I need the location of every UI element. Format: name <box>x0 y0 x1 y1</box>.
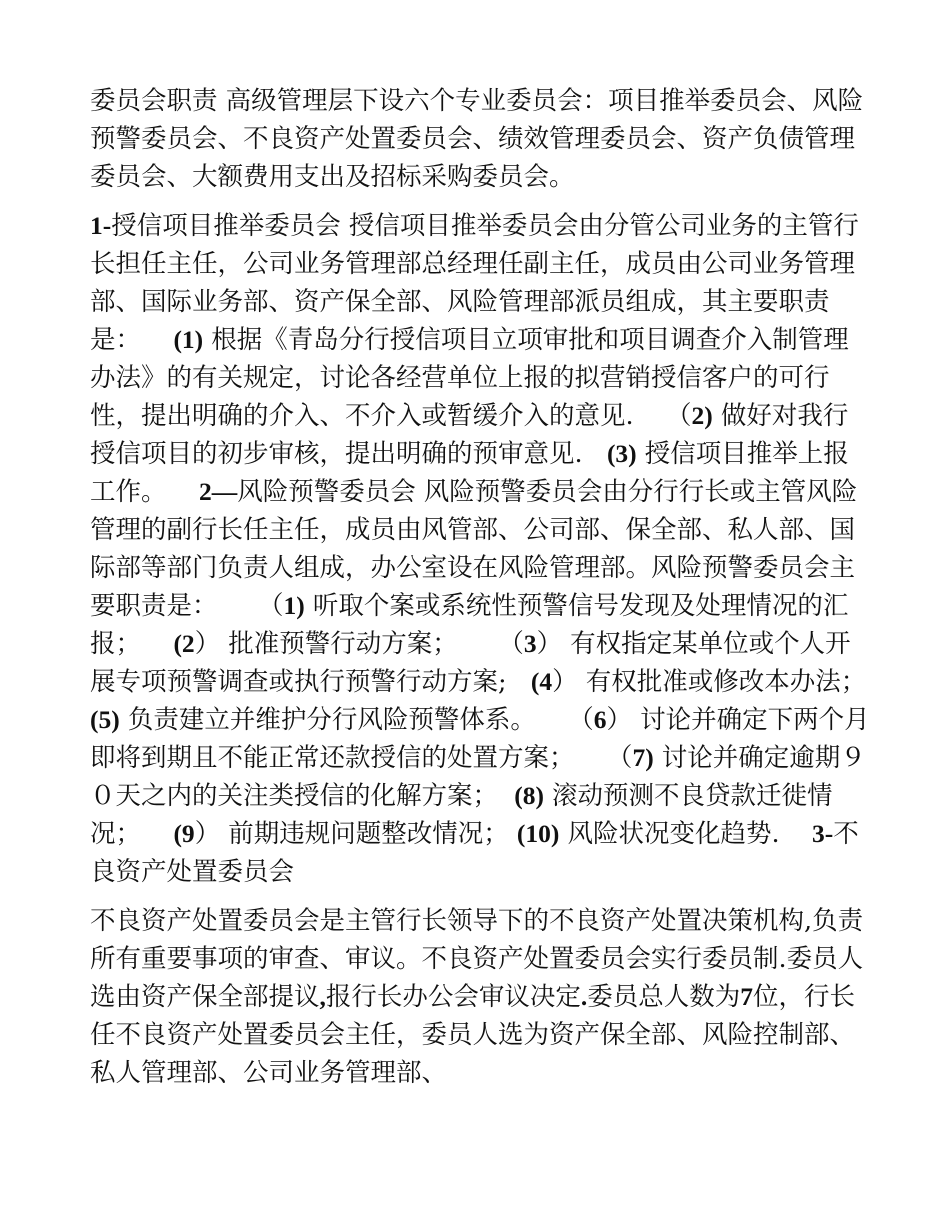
text-run: ） 讨论并确定下两个月即将到期且不能正常还款授信的处置方案； （ <box>90 705 870 773</box>
bold-text-run: (3) <box>606 439 637 468</box>
bold-text-run: 7 <box>740 982 754 1011</box>
text-run: ） 有权指定某单位或个人开展专项预警调查或执行预警行动方案; <box>90 629 851 697</box>
text-run: 风险预警委员会 风险预警委员会由分行行长或主管风险管理的副行长任主任，成员由风管部、公司部、保全部、私人部、国际部等部门负责人组成，办公室设在风险管理部。风险预警委员会主要职责是： （ <box>90 477 858 621</box>
text-run: 根据《青岛分行授信项目立项审批和项目调查介入制管理办法》的有关规定，讨论各经营单位上报的拟营销授信客户的可行性，提出明确的介入、不介入或暂缓介入的意见. （ <box>90 325 849 431</box>
text-run: ） 有权批准或修改本办法； <box>552 667 899 697</box>
text-run: 风险状况变化趋势. <box>559 819 813 849</box>
text-run: ） 前期违规问题整改情况； <box>194 819 517 849</box>
text-run: ） 批准预警行动方案； （ <box>194 629 524 659</box>
text-run: 委员总人数为 <box>587 982 741 1012</box>
bold-text-run: 1) <box>283 591 305 620</box>
bold-text-run: (9 <box>173 819 195 848</box>
paragraph <box>90 902 870 1092</box>
bold-text-run: . <box>580 982 588 1011</box>
bold-text-run: , <box>319 982 326 1011</box>
text-run: 授信项目推举委员会 授信项目推举委员会由分管公司业务的主管行长担任主任，公司业务管理部总经理任副主任，成员由公司业务管理部、国际业务部、资产保全部、风险管理部派员组成，其主要职责是： <box>90 211 859 355</box>
bold-text-run: 2— <box>198 477 238 506</box>
text-run: 不良资产处置委员会 <box>90 819 859 887</box>
document-page <box>90 82 899 1103</box>
text-run: 讨论并确定逾期９０天之内的关注类授信的化解方案； <box>90 743 866 811</box>
bold-text-run: 3- <box>812 819 834 848</box>
text-run: 授信项目推举上报工作。 <box>90 439 849 507</box>
bold-text-run: (2 <box>173 629 195 658</box>
bold-text-run: (4 <box>530 667 553 696</box>
text-run: 负责建立并维护分行风险预警体系。 （ <box>119 705 594 735</box>
bold-text-run: (1) <box>173 325 204 354</box>
text-run: 委员会职责 高级管理层下设六个专业委员会：项目推举委员会、风险预警委员会、不良资产处置委员会、绩效管理委员会、资产负债管理委员会、大额费用支出及招标采购委员会。 <box>90 86 864 192</box>
text-run: 位，行长任不良资产处置委员会主任，委员人选为资产保全部、风险控制部、私人管理部、公司业务管理部、 <box>90 982 856 1088</box>
bold-text-run: (5) <box>90 705 120 734</box>
text-run: 滚动预测不良贷款迁徙情况； <box>90 781 833 849</box>
bold-text-run: 1- <box>90 211 112 240</box>
text-run: 听取个案或系统性预警信号发现及处理情况的汇报； <box>90 591 849 659</box>
paragraph <box>90 82 870 196</box>
bold-text-run: 6 <box>593 705 607 734</box>
text-run: 做好对我行授信项目的初步审核，提出明确的预审意见. <box>90 401 849 469</box>
paragraph <box>90 207 899 891</box>
text-run: 不良资产处置委员会是主管行长领导下的不良资产处置决策机构,负责所有重要事项的审查、审议。不良资产处置委员会实行委员制.委员人选由资产保全部提议 <box>90 906 864 1012</box>
bold-text-run: (10) <box>516 819 560 848</box>
bold-text-run: 3 <box>523 629 537 658</box>
bold-text-run: 7) <box>632 743 654 772</box>
text-run: 报行长办公会审议决定 <box>325 982 581 1012</box>
bold-text-run: (8) <box>514 781 544 810</box>
bold-text-run: 2) <box>691 401 713 430</box>
